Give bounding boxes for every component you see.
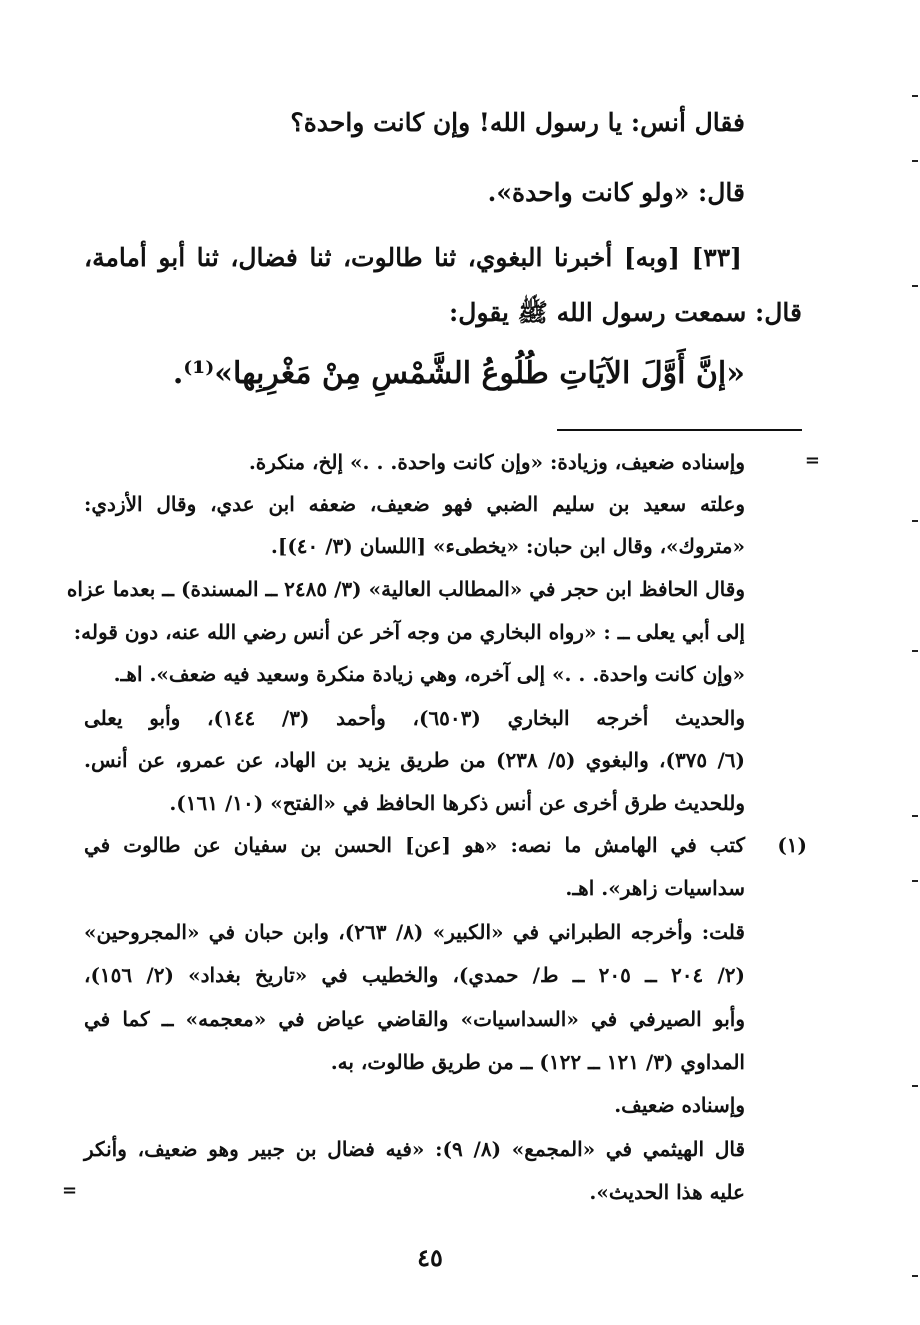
page-number: ٤٥ — [417, 1243, 443, 1272]
footnote-line: قلت: وأخرجه الطبراني في «الكبير» (٨/ ٢٦٣)، وابن حبان في «المجروحين» — [84, 920, 745, 944]
footnote-line: كتب في الهامش ما نصه: «هو [عن] الحسن بن سفيان عن طالوت في — [84, 833, 745, 857]
scan-edge-mark — [912, 520, 918, 522]
continuation-mark: = — [804, 450, 820, 471]
main-text-line-1: فقال أنس: يا رسول الله! وإن كانت واحدة؟ — [290, 108, 745, 137]
scan-edge-mark — [912, 1275, 918, 1277]
scan-edge-mark — [912, 160, 918, 162]
scan-edge-mark — [912, 285, 918, 287]
footnote-line: وإسناده ضعيف. — [614, 1093, 745, 1117]
scan-edge-mark — [912, 880, 918, 882]
footnote-line: وإسناده ضعيف، وزيادة: «وإن كانت واحدة. . .» إلخ، منكرة. — [248, 450, 745, 474]
main-text-line-4: قال: سمعت رسول الله ﷺ يقول: — [449, 298, 802, 327]
footnote-line: وللحديث طرق أخرى عن أنس ذكرها الحافظ في «الفتح» (١٠/ ١٦١). — [169, 791, 745, 815]
footnote-line: قال الهيثمي في «المجمع» (٨/ ٩): «فيه فضال بن جبير وهو ضعيف، وأنكر — [84, 1137, 745, 1161]
scan-edge-mark — [912, 650, 918, 652]
footnote-line: عليه هذا الحديث». — [589, 1180, 745, 1204]
footnote-line: وأبو الصيرفي في «السداسيات» والقاضي عياض في «معجمه» ــ كما في — [84, 1007, 745, 1031]
scan-edge-mark — [912, 815, 918, 817]
footnote-line: والحديث أخرجه البخاري (٦٥٠٣)، وأحمد (٣/ ١٤٤)، وأبو يعلى — [84, 706, 745, 730]
hadith-text: «إنَّ أَوَّلَ الآيَاتِ طُلُوعُ الشَّمْسِ مِنْ مَغْرِبِها»⁽¹⁾. — [172, 356, 745, 391]
footnote-line: «وإن كانت واحدة. . .» إلى آخره، وهي زيادة منكرة وسعيد فيه ضعف». اهـ. — [113, 662, 745, 686]
footnote-line: إلى أبي يعلى ــ : «رواه البخاري من وجه آخر عن أنس رضي الله عنه، دون قوله: — [73, 620, 745, 644]
footnote-line: المداوي (٣/ ١٢١ ــ ١٢٢) ــ من طريق طالوت، به. — [330, 1050, 745, 1074]
footnote-line: «متروك»، وقال ابن حبان: «يخطىء» [اللسان (٣/ ٤٠)]. — [270, 534, 745, 558]
footnote-divider — [557, 429, 802, 431]
footnote-line: سداسيات زاهر». اهـ. — [565, 876, 745, 900]
scan-edge-mark — [912, 1085, 918, 1087]
footnote-line: (٢/ ٢٠٤ ــ ٢٠٥ ــ ط/ حمدي)، والخطيب في «تاريخ بغداد» (٢/ ١٥٦)، — [84, 963, 745, 987]
footnote-number: (١) — [777, 833, 807, 857]
main-text-line-2: قال: «ولو كانت واحدة». — [487, 178, 745, 207]
footnote-line: وعلته سعيد بن سليم الضبي فهو ضعيف، ضعفه ابن عدي، وقال الأزدي: — [84, 492, 745, 516]
footnote-line: وقال الحافظ ابن حجر في «المطالب العالية» (٣/ ٢٤٨٥ ــ المسندة) ــ بعدما عزاه — [66, 577, 745, 601]
continuation-mark-end: = — [62, 1180, 78, 1201]
scan-edge-mark — [912, 95, 918, 97]
footnote-line: (٦/ ٣٧٥)، والبغوي (٥/ ٢٣٨) من طريق يزيد بن الهاد، عن عمرو، عن أنس. — [84, 748, 745, 772]
main-text-line-3: [٣٣] [وبه] أخبرنا البغوي، ثنا طالوت، ثنا فضال، ثنا أبو أمامة، — [84, 243, 742, 272]
